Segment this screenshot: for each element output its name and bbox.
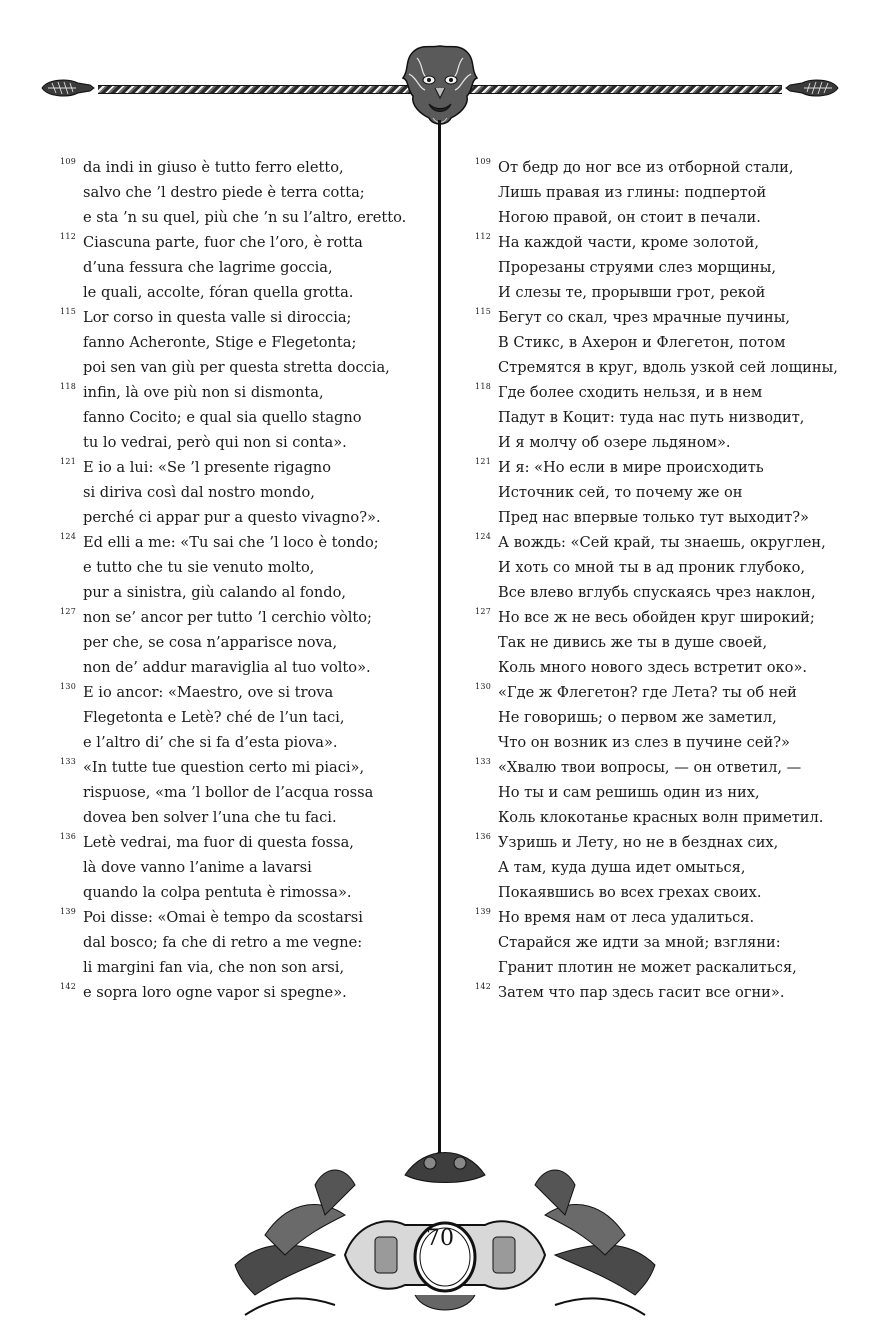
verse-line [475, 855, 855, 880]
verse-text: poi sen van giù per questa stretta doccia, [83, 359, 390, 376]
verse-line [475, 505, 855, 530]
verse-line [475, 280, 855, 305]
verse-number: 136 [475, 832, 492, 841]
page-number: 70 [426, 1226, 454, 1251]
verse-text: Letè vedrai, ma fuor di questa fossa, [83, 834, 354, 851]
verse-number: 142 [60, 982, 77, 991]
verse-text: Но все ж не весь обойден круг широкий; [498, 609, 815, 626]
verse-line [475, 230, 855, 255]
verse-number: 127 [475, 607, 492, 616]
verse-line [60, 805, 420, 830]
verse-text: rispuose, «ma ’l bollor de l’acqua rossa [83, 784, 374, 801]
verse-text: И хоть со мной ты в ад проник глубоко, [498, 559, 806, 576]
verse-text: Покаявшись во всех грехах своих. [498, 884, 762, 901]
verse-number: 118 [475, 382, 492, 391]
verse-text: fanno Acheronte, Stige e Flegetonta; [83, 334, 357, 351]
verse-line [60, 930, 420, 955]
verse-line [60, 955, 420, 980]
verse-number: 127 [60, 607, 77, 616]
verse-line [60, 555, 420, 580]
verse-line [475, 455, 855, 480]
verse-text: От бедр до ног все из отборной стали, [498, 159, 794, 176]
finial-right-icon [784, 77, 840, 99]
verse-line [475, 555, 855, 580]
verse-text: per che, se cosa n’apparisce nova, [83, 634, 338, 651]
verse-text: E io ancor: «Maestro, ove si trova [83, 684, 334, 701]
verse-text: d’una fessura che lagrime goccia, [83, 259, 333, 276]
verse-line [60, 380, 420, 405]
verse-text: Где более сходить нельзя, и в нем [498, 384, 763, 401]
verse-line [60, 455, 420, 480]
russian-text-column [475, 155, 855, 1005]
verse-line [60, 355, 420, 380]
verse-line [475, 155, 855, 180]
verse-text: Но время нам от леса удалиться. [498, 909, 755, 926]
verse-line [475, 705, 855, 730]
verse-text: «Где ж Флегетон? где Лета? ты об ней [498, 684, 797, 701]
verse-text: Не говоришь; о первом же заметил, [498, 709, 777, 726]
verse-line [475, 380, 855, 405]
verse-line [475, 730, 855, 755]
verse-text: salvo che ’l destro piede è terra cotta; [83, 184, 365, 201]
verse-text: E io a lui: «Se ’l presente rigagno [83, 459, 331, 476]
verse-text: А там, куда душа идет омыться, [498, 859, 746, 876]
verse-line [60, 755, 420, 780]
verse-number: 118 [60, 382, 77, 391]
lion-mask-icon [399, 44, 481, 130]
verse-text: Но ты и сам решишь один из них, [498, 784, 760, 801]
verse-number: 124 [60, 532, 77, 541]
verse-text: «In tutte tue question certo mi piaci», [83, 759, 365, 776]
verse-number: 109 [60, 157, 77, 166]
verse-line [60, 880, 420, 905]
verse-number: 109 [475, 157, 492, 166]
verse-text: Lor corso in questa valle si diroccia; [83, 309, 352, 326]
verse-line [60, 780, 420, 805]
verse-line [60, 530, 420, 555]
verse-line [60, 905, 420, 930]
verse-line [475, 830, 855, 855]
verse-text: non se’ ancor per tutto ’l cerchio vòlto; [83, 609, 372, 626]
verse-line [475, 955, 855, 980]
verse-line [475, 430, 855, 455]
verse-text: dal bosco; fa che di retro a me vegne: [83, 934, 363, 951]
verse-line [60, 630, 420, 655]
verse-line [60, 430, 420, 455]
verse-line [475, 580, 855, 605]
verse-text: là dove vanno l’anime a lavarsi [83, 859, 312, 876]
verse-text: «Хвалю твои вопросы, — он ответил, — [498, 759, 802, 776]
verse-text: Бегут со скал, чрез мрачные пучины, [498, 309, 791, 326]
verse-line [475, 305, 855, 330]
verse-text: Узришь и Лету, но не в безднах сих, [498, 834, 779, 851]
verse-line [475, 980, 855, 1005]
verse-text: Коль клокотанье красных волн приметил. [498, 809, 824, 826]
verse-text: И слезы те, прорывши грот, рекой [498, 284, 766, 301]
verse-text: Затем что пар здесь гасит все огни». [498, 984, 785, 1001]
verse-number: 115 [475, 307, 492, 316]
verse-line [60, 405, 420, 430]
verse-line [60, 255, 420, 280]
verse-line [475, 630, 855, 655]
verse-line [60, 580, 420, 605]
verse-line [475, 180, 855, 205]
verse-text: Все влево вглубь спускаясь чрез наклон, [498, 584, 816, 601]
verse-text: Прорезаны струями слез морщины, [498, 259, 777, 276]
verse-text: e sta ’n su quel, più che ’n su l’altro, eretto. [83, 209, 407, 226]
verse-text: da indi in giuso è tutto ferro eletto, [83, 159, 344, 176]
verse-text: Гранит плотин не может раскалиться, [498, 959, 797, 976]
verse-text: fanno Cocito; e qual sia quello stagno [83, 409, 362, 426]
verse-number: 142 [475, 982, 492, 991]
verse-text: tu lo vedrai, però qui non si conta». [83, 434, 347, 451]
verse-line [475, 780, 855, 805]
verse-line [475, 330, 855, 355]
column-divider [438, 120, 441, 1160]
verse-text: И я: «Но если в мире происходить [498, 459, 764, 476]
verse-line [475, 930, 855, 955]
verse-text: li margini fan via, che non son arsi, [83, 959, 345, 976]
verse-line [60, 855, 420, 880]
verse-line [475, 605, 855, 630]
verse-text: Ногою правой, он стоит в печали. [498, 209, 761, 226]
verse-number: 139 [60, 907, 77, 916]
verse-number: 121 [475, 457, 492, 466]
verse-line [475, 205, 855, 230]
verse-line [60, 480, 420, 505]
verse-number: 112 [60, 232, 77, 241]
verse-line [60, 330, 420, 355]
verse-text: Ed elli a me: «Tu sai che ’l loco è tondo; [83, 534, 379, 551]
finial-left-icon [40, 77, 96, 99]
verse-text: si diriva così dal nostro mondo, [83, 484, 315, 501]
verse-text: Flegetonta e Letè? ché de l’un taci, [83, 709, 345, 726]
verse-text: le quali, accolte, fóran quella grotta. [83, 284, 354, 301]
verse-line [475, 480, 855, 505]
verse-text: На каждой части, кроме золотой, [498, 234, 759, 251]
italian-text-column [60, 155, 420, 1005]
verse-line [60, 730, 420, 755]
verse-text: Падут в Коцит: туда нас путь низводит, [498, 409, 805, 426]
verse-line [60, 155, 420, 180]
verse-line [60, 180, 420, 205]
verse-text: e tutto che tu sie venuto molto, [83, 559, 315, 576]
verse-line [475, 880, 855, 905]
verse-text: Пред нас впервые только тут выходит?» [498, 509, 809, 526]
verse-text: non de’ addur maraviglia al tuo volto». [83, 659, 371, 676]
verse-line [60, 705, 420, 730]
verse-line [475, 680, 855, 705]
verse-line [60, 505, 420, 530]
verse-number: 115 [60, 307, 77, 316]
verse-text: И я молчу об озере льдяном». [498, 434, 731, 451]
verse-number: 139 [475, 907, 492, 916]
verse-line [475, 805, 855, 830]
verse-line [60, 280, 420, 305]
verse-text: Poi disse: «Omai è tempo da scostarsi [83, 909, 363, 926]
verse-text: perché ci appar pur a questo vivagno?». [83, 509, 381, 526]
verse-text: Старайся же идти за мной; взгляни: [498, 934, 781, 951]
verse-line [60, 230, 420, 255]
verse-text: Стремятся в круг, вдоль узкой сей лощины, [498, 359, 838, 376]
verse-line [475, 355, 855, 380]
verse-text: Источник сей, то почему же он [498, 484, 743, 501]
verse-text: quando la colpa pentuta è rimossa». [83, 884, 352, 901]
verse-number: 133 [475, 757, 492, 766]
verse-number: 136 [60, 832, 77, 841]
verse-text: pur a sinistra, giù calando al fondo, [83, 584, 347, 601]
verse-number: 121 [60, 457, 77, 466]
verse-text: А вождь: «Сей край, ты знаешь, округлен, [498, 534, 826, 551]
verse-line [475, 655, 855, 680]
verse-text: e sopra loro ogne vapor si spegne». [83, 984, 347, 1001]
verse-line [475, 530, 855, 555]
verse-number: 130 [475, 682, 492, 691]
verse-line [60, 980, 420, 1005]
verse-text: Лишь правая из глины: подпертой [498, 184, 767, 201]
verse-line [475, 905, 855, 930]
verse-number: 133 [60, 757, 77, 766]
verse-text: В Стикс, в Ахерон и Флегетон, потом [498, 334, 786, 351]
verse-line [60, 655, 420, 680]
verse-line [60, 305, 420, 330]
verse-text: Коль много нового здесь встретит око». [498, 659, 808, 676]
verse-text: Ciascuna parte, fuor che l’oro, è rotta [83, 234, 363, 251]
verse-text: Так не дивись же ты в душе своей, [498, 634, 768, 651]
verse-line [60, 680, 420, 705]
verse-text: Что он возник из слез в пучине сей?» [498, 734, 790, 751]
verse-text: e l’altro di’ che si fa d’esta piova». [83, 734, 338, 751]
verse-text: infin, là ove più non si dismonta, [83, 384, 324, 401]
verse-line [475, 755, 855, 780]
verse-number: 112 [475, 232, 492, 241]
verse-text: dovea ben solver l’una che tu faci. [83, 809, 337, 826]
verse-line [475, 405, 855, 430]
verse-line [60, 205, 420, 230]
verse-number: 124 [475, 532, 492, 541]
verse-line [60, 830, 420, 855]
verse-line [60, 605, 420, 630]
verse-line [475, 255, 855, 280]
verse-number: 130 [60, 682, 77, 691]
